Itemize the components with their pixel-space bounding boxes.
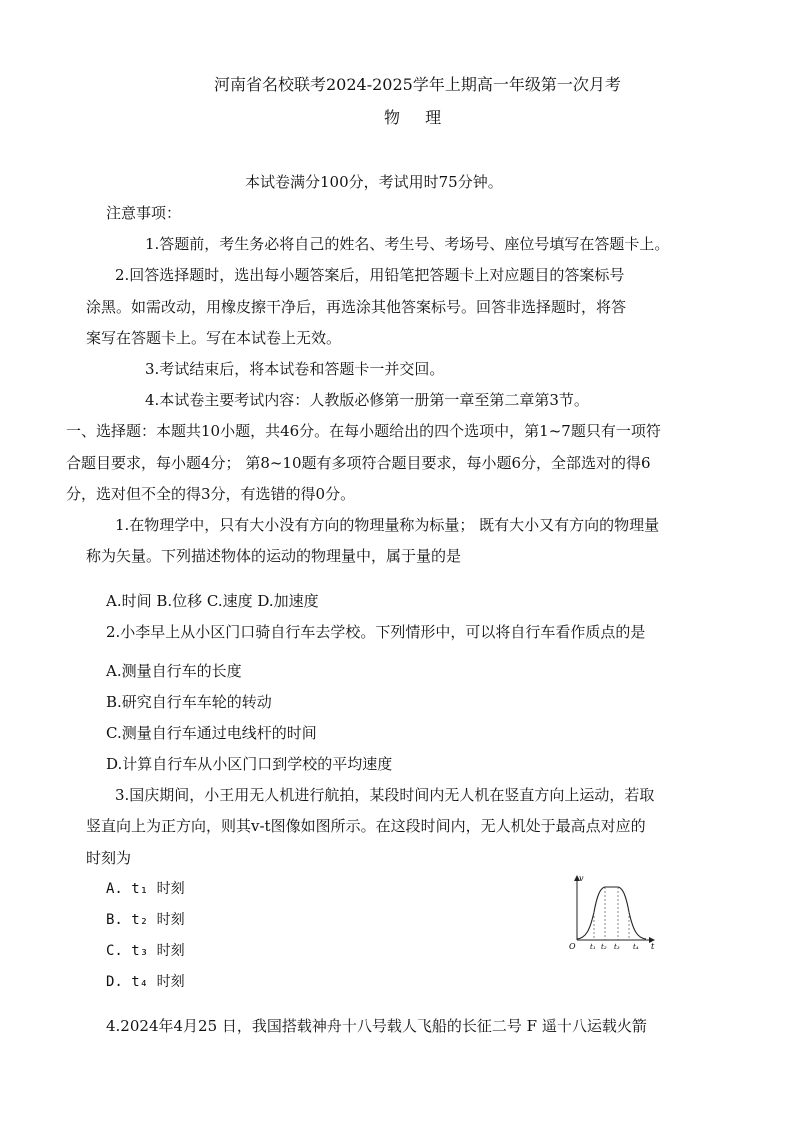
notice-item-2-line-1: 2.回答选择题时，选出每小题答案后，用铅笔把答题卡上对应题目的答案标号: [115, 266, 625, 284]
question-3-option-d: D. t₄ 时刻: [106, 974, 185, 990]
notice-heading: 注意事项：: [106, 204, 182, 222]
notice-item-2-line-3: 案写在答题卡上。写在本试卷上无效。: [86, 329, 342, 347]
notice-item-1: 1.答题前，考生务必将自己的姓名、考生号、考场号、座位号填写在答题卡上。: [145, 235, 670, 253]
question-3-stem-line-1: 3.国庆期间，小王用无人机进行航拍，某段时间内无人机在竖直方向上运动，若取: [115, 786, 655, 804]
question-2-option-b: B.研究自行车车轮的转动: [106, 693, 272, 711]
section-1-intro-line-1: 一、选择题：本题共10小题，共46分。在每小题给出的四个选项中，第1~7题只有一项符: [66, 422, 661, 440]
question-3-option-b: B. t₂ 时刻: [106, 912, 185, 928]
graph-tick-t4: t₄: [633, 943, 639, 950]
section-1-intro-line-2: 合题目要求，每小题4分； 第8~10题有多项符合题目要求，每小题6分，全部选对的得6: [66, 454, 651, 472]
exam-title: 河南省名校联考2024-2025学年上期高一年级第一次月考: [214, 75, 621, 94]
graph-tick-t3: t₃: [614, 943, 620, 950]
graph-y-label: v: [579, 874, 584, 883]
notice-item-2-line-2: 涂黑。如需改动，用橡皮擦干净后，再选涂其他答案标号。回答非选择题时，将答: [86, 298, 627, 316]
question-2-stem: 2.小李早上从小区门口骑自行车去学校。下列情形中，可以将自行车看作质点的是: [106, 623, 646, 641]
question-2-option-a: A.测量自行车的长度: [106, 662, 242, 680]
question-1-stem-line-2: 称为矢量。下列描述物体的运动的物理量中，属于量的是: [86, 547, 462, 565]
graph-tick-t1: t₁: [590, 943, 596, 950]
question-1-stem-line-1: 1.在物理学中，只有大小没有方向的物理量称为标量； 既有大小又有方向的物理量: [115, 516, 660, 534]
notice-item-3: 3.考试结束后，将本试卷和答题卡一并交回。: [145, 360, 445, 378]
question-4-stem-line-1: 4.2024年4月25 日，我国搭载神舟十八号载人飞船的长征二号 F 遥十八运载火箭: [106, 1017, 647, 1035]
notice-item-4: 4.本试卷主要考试内容：人教版必修第一册第一章至第二章第3节。: [145, 391, 589, 409]
question-3-stem-line-2: 竖直向上为正方向，则其v-t图像如图所示。在这段时间内，无人机处于最高点对应的: [86, 817, 646, 835]
question-3-stem-line-3: 时刻为: [86, 849, 132, 867]
subject-title: 物 理: [384, 108, 452, 127]
vt-graph: [560, 872, 660, 950]
graph-x-label: t: [651, 942, 655, 950]
exam-info: 本试卷满分100分，考试用时75分钟。: [245, 173, 503, 191]
question-1-options: A.时间 B.位移 C.速度 D.加速度: [106, 592, 319, 610]
question-2-option-d: D.计算自行车从小区门口到学校的平均速度: [106, 755, 393, 773]
question-2-option-c: C.测量自行车通过电线杆的时间: [106, 724, 317, 742]
graph-velocity-curve: [577, 887, 646, 939]
section-1-intro-line-3: 分，选对但不全的得3分，有选错的得0分。: [66, 485, 356, 503]
question-3-option-a: A. t₁ 时刻: [106, 881, 185, 897]
question-3-option-c: C. t₃ 时刻: [106, 943, 185, 959]
graph-tick-t2: t₂: [601, 943, 607, 950]
graph-origin-label: O: [569, 942, 576, 950]
